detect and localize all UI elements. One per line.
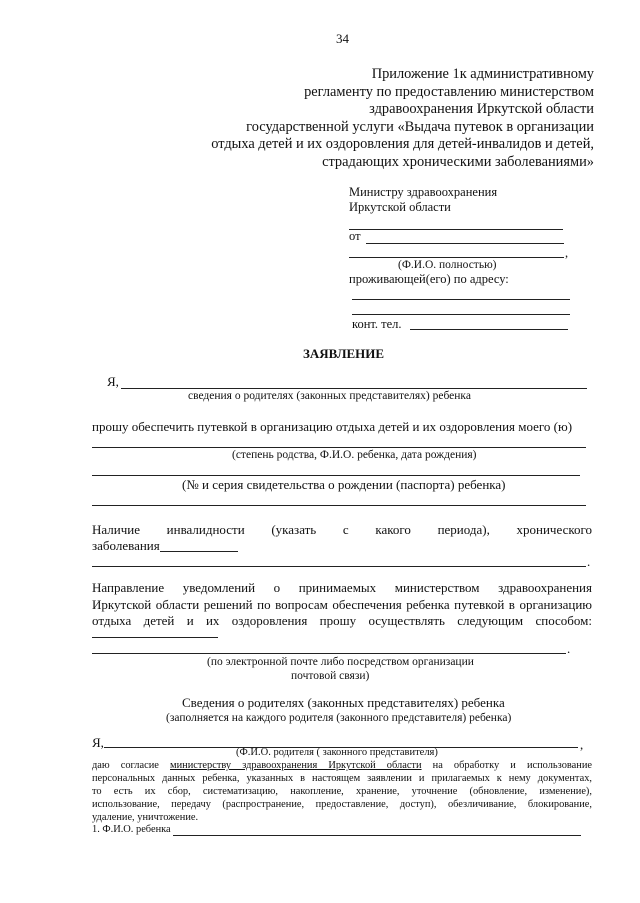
disability-line1: Наличие инвалидности (указать с какого периода), хронического bbox=[92, 522, 592, 537]
consent-text: на обработку и использование bbox=[432, 760, 593, 771]
parents-section-title: Сведения о родителях (законных представителях) ребенка bbox=[182, 695, 505, 710]
consent-line1 bbox=[92, 759, 592, 772]
appendix-line: страдающих хроническими заболеваниями» bbox=[322, 153, 594, 170]
consent-line2: персональных данных ребенка, указанных в настоящем заявлении и прилагаемых к нему документах, bbox=[92, 773, 592, 784]
appendix-line: отдыха детей и их оздоровления для детей-инвалидов и детей, bbox=[211, 136, 594, 153]
notifications-line2: Иркутской области решений по вопросам обеспечения ребенка путевкой в организацию bbox=[92, 597, 592, 612]
notifications-caption: почтовой связи) bbox=[291, 670, 370, 682]
period-mark: . bbox=[567, 641, 571, 656]
notification-method-field[interactable] bbox=[92, 637, 218, 638]
residing-label: проживающей(его) по адресу: bbox=[349, 272, 509, 286]
document-title: ЗАЯВЛЕНИЕ bbox=[303, 346, 385, 361]
address-field[interactable] bbox=[352, 299, 570, 300]
notifications-line3: отдыха детей и их оздоровления прошу осуществлять следующим способом: bbox=[92, 613, 592, 628]
page-number: 34 bbox=[336, 31, 349, 46]
child-fio-label: 1. Ф.И.О. ребенка bbox=[92, 824, 171, 835]
phone-field[interactable] bbox=[410, 329, 568, 330]
appendix-header bbox=[211, 66, 594, 172]
disability-field[interactable] bbox=[160, 551, 238, 552]
from-field[interactable] bbox=[366, 243, 564, 244]
appendix-line: государственной услуги «Выдача путевок в организации bbox=[246, 118, 594, 135]
certificate-field[interactable] bbox=[92, 475, 580, 476]
addressee-line: Иркутской области bbox=[349, 200, 451, 214]
fio-field[interactable] bbox=[349, 257, 564, 258]
disability-line2: заболевания bbox=[92, 538, 160, 553]
parent-fio-caption: (Ф.И.О. родителя ( законного представителя) bbox=[236, 747, 438, 758]
addressee-line: Министру здравоохранения bbox=[349, 185, 498, 199]
notifications-caption: (по электронной почте либо посредством организации bbox=[207, 656, 474, 668]
consent-line3: то есть их сбор, систематизацию, накопление, хранение, уточнение (обновление, изменение), bbox=[92, 786, 592, 797]
addressee-field[interactable] bbox=[349, 229, 563, 230]
ya-label: Я, bbox=[107, 374, 119, 389]
appendix-line: Приложение 1к административному bbox=[371, 66, 594, 82]
address-field-2[interactable] bbox=[352, 314, 570, 315]
disability-field-2[interactable] bbox=[92, 566, 586, 567]
certificate-field-2[interactable] bbox=[92, 505, 586, 506]
comma: , bbox=[580, 737, 584, 752]
consent-ya-label: Я, bbox=[92, 735, 104, 750]
applicant-caption: сведения о родителях (законных представителях) ребенка bbox=[188, 390, 471, 402]
child-relation-field[interactable] bbox=[92, 447, 586, 448]
comma: , bbox=[565, 246, 569, 260]
applicant-field[interactable] bbox=[121, 388, 587, 389]
certificate-caption: (№ и серия свидетельства о рождении (паспорта) ребенка) bbox=[182, 477, 506, 492]
from-label: от bbox=[349, 229, 361, 243]
appendix-line: здравоохранения Иркутской области bbox=[369, 101, 594, 118]
period-mark: . bbox=[587, 554, 591, 569]
consent-text: даю согласие bbox=[92, 760, 159, 771]
notification-method-field-2[interactable] bbox=[92, 653, 566, 654]
ministry-name: министерству здравоохранения Иркутской области bbox=[170, 760, 422, 771]
notifications-line1: Направление уведомлений о принимаемых министерством здравоохранения bbox=[92, 580, 592, 595]
consent-line5: удаление, уничтожение. bbox=[92, 812, 199, 823]
relation-caption: (степень родства, Ф.И.О. ребенка, дата рождения) bbox=[232, 449, 477, 461]
fio-caption: (Ф.И.О. полностью) bbox=[398, 259, 497, 271]
child-fio-field[interactable] bbox=[173, 835, 581, 836]
parents-section-subtitle: (заполняется на каждого родителя (законного представителя) ребенка) bbox=[166, 712, 512, 724]
appendix-line: регламенту по предоставлению министерством bbox=[304, 83, 594, 100]
phone-label: конт. тел. bbox=[352, 317, 402, 331]
request-text: прошу обеспечить путевкой в организацию отдыха детей и их оздоровления моего (ю) bbox=[92, 419, 573, 434]
consent-line4: использование, передачу (распространение, предоставление, доступ), обезличивание, блокирование, bbox=[92, 799, 592, 810]
